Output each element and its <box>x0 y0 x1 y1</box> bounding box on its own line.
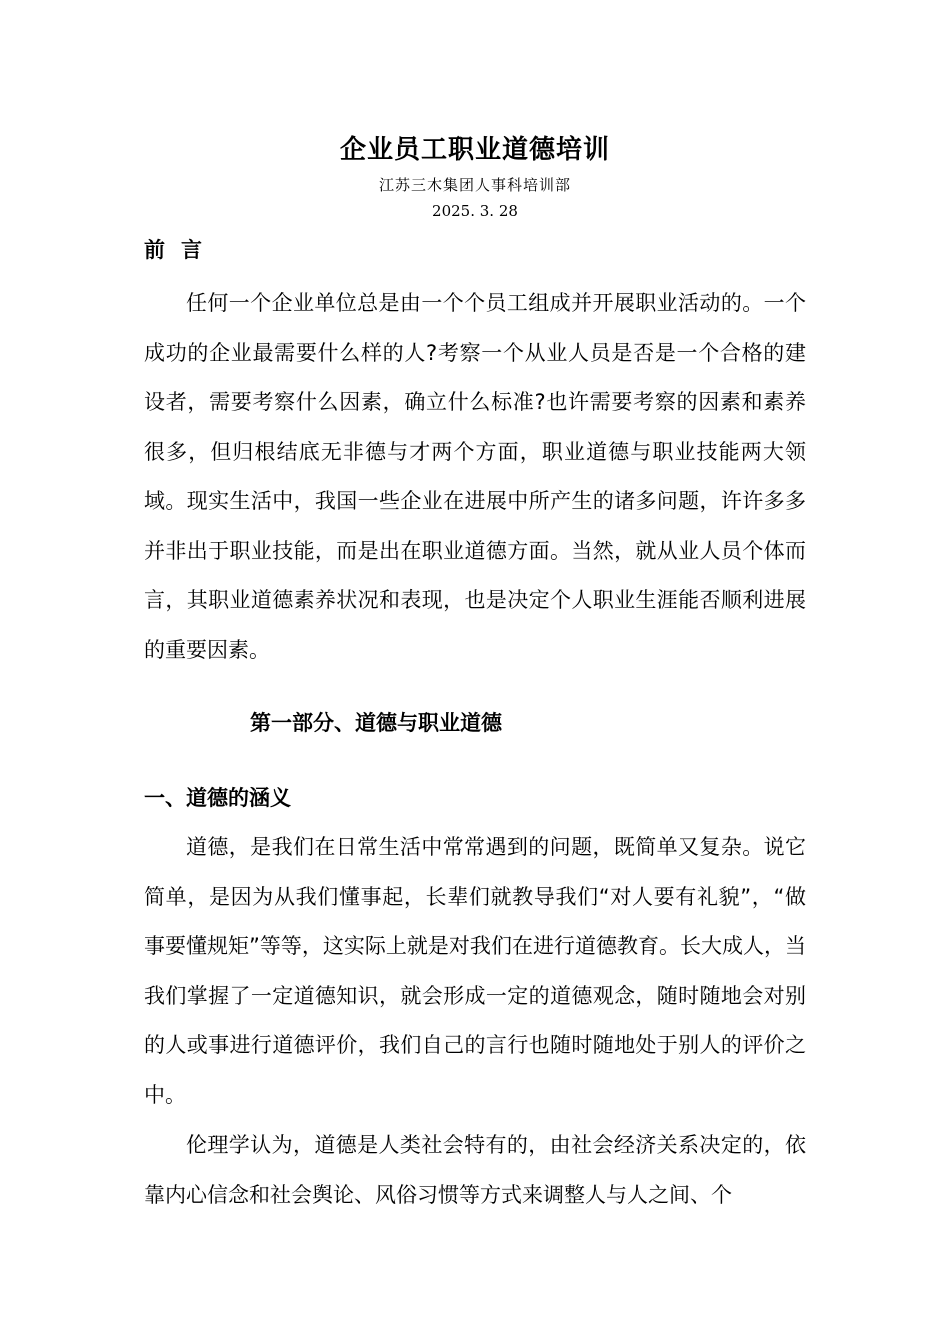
preface-heading: 前言 <box>144 238 218 262</box>
document-title: 企业员工职业道德培训 <box>339 135 610 165</box>
section-one-paragraph-2: 伦理学认为，道德是人类社会特有的，由社会经济关系决定的，依靠内心信念和社会舆论、风俗习惯等方式来调整人与人之间、个 <box>144 1133 806 1207</box>
part-one-heading: 第一部分、道德与职业道德 <box>250 711 502 735</box>
section-one-heading: 一、道德的涵义 <box>144 786 291 810</box>
section-one-paragraph-1: 道德，是我们在日常生活中常常遇到的问题，既简单又复杂。说它简单，是因为从我们懂事起，长辈们就教导我们“对人要有礼貌”，“做事要懂规矩”等等，这实际上就是对我们在进行道德教育。长大成人，当我们掌握了一定道德知识，就会形成一定的道德观念，随时随地会对别的人或事进行道德评价，我们自己的言行也随时随地处于别人的评价之中。 <box>144 835 806 1107</box>
document-organization: 江苏三木集团人事科培训部 <box>378 176 571 194</box>
document-date: 2025. 3. 28 <box>432 202 518 220</box>
preface-paragraph: 任何一个企业单位总是由一个个员工组成并开展职业活动的。一个成功的企业最需要什么样的人?考察一个从业人员是否是一个合格的建设者，需要考察什么因素，确立什么标准?也许需要考察的因素和素养很多，但归根结底无非德与才两个方面，职业道德与职业技能两大领域。现实生活中，我国一些企业在进展中所产生的诸多问题，许许多多并非出于职业技能，而是出在职业道德方面。当然，就从业人员个体而言，其职业道德素养状况和表现，也是决定个人职业生涯能否顺利进展的重要因素。 <box>144 291 806 662</box>
